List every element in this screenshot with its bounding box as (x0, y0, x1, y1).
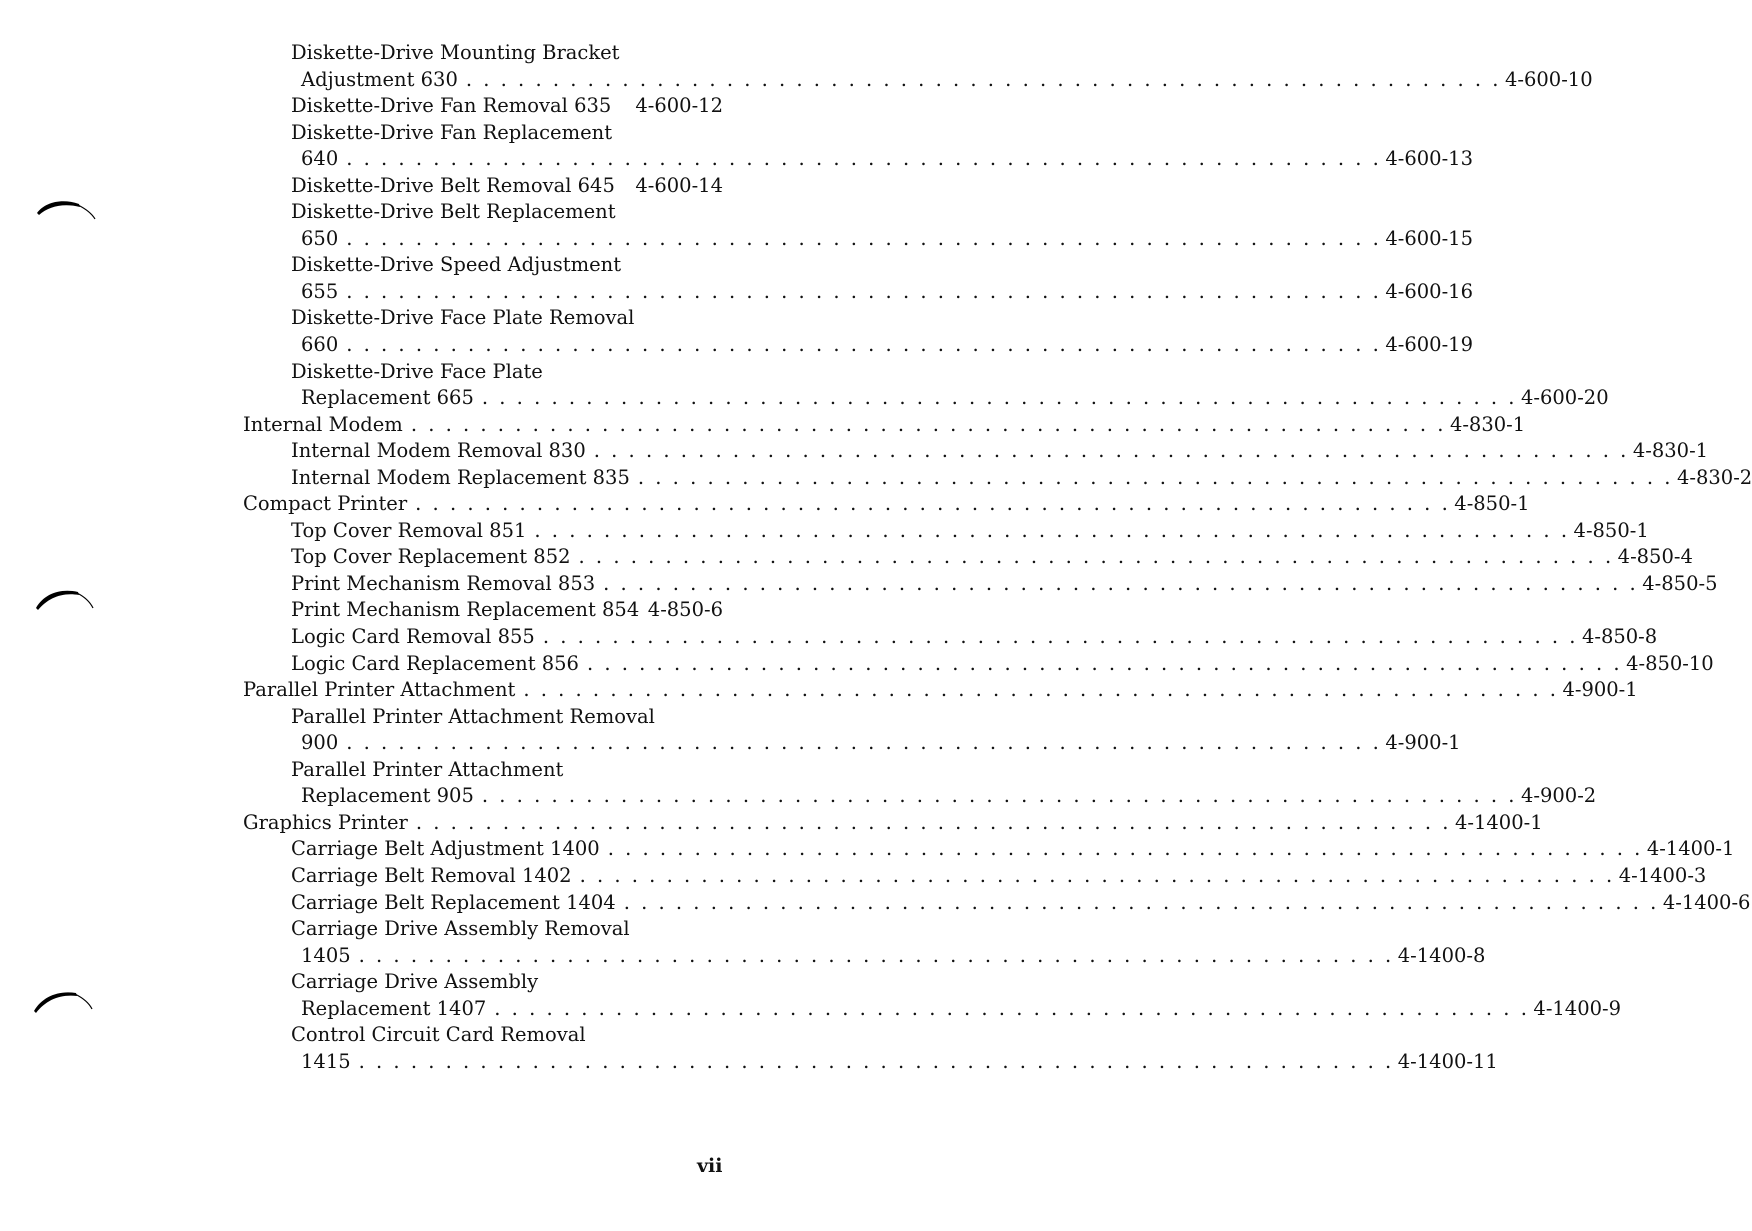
toc-entry-page: 4-900-1 (1385, 731, 1461, 755)
binder-hole-mark-icon (0, 192, 96, 232)
toc-section-entry (243, 412, 1526, 439)
toc-entry (243, 1049, 1498, 1076)
toc-entry (243, 704, 723, 731)
toc-entry-page: 4-1400-8 (1397, 943, 1486, 967)
toc-entry (243, 916, 723, 943)
toc-entry-page: 4-600-16 (1385, 279, 1473, 303)
toc-entry-title: Parallel Printer Attachment (243, 678, 516, 702)
toc-entry (243, 199, 723, 226)
dot-leader: . . . . . . . . . . . . . . . . . . . . . . . . . . . . . . . . . . . . . . . . . . . . . . . . . . . . . . . . . . . . (593, 439, 1629, 463)
toc-entry (243, 173, 723, 200)
toc-entry-title: Diskette-Drive Mounting Bracket (291, 41, 620, 64)
dot-leader: . . . . . . . . . . . . . . . . . . . . . . . . . . . . . . . . . . . . . . . . . . . . . . . . . . . . . . . . . . . . (579, 863, 1615, 887)
toc-section-entry (243, 810, 1543, 837)
toc-entry (243, 279, 1473, 306)
toc-entry-page: 4-830-1 (1632, 439, 1709, 463)
toc-entry-title: Replacement 1407 (301, 996, 487, 1020)
dot-leader: . . . . . . . . . . . . . . . . . . . . . . . . . . . . . . . . . . . . . . . . . . . . . . . . . . . . . . . . . . . . (346, 333, 1382, 357)
toc-entry-title: Parallel Printer Attachment Removal (291, 704, 655, 728)
toc-entry (243, 120, 723, 147)
toc-entry-title: 900 (301, 731, 339, 755)
toc-entry-page: 4-600-12 (635, 94, 723, 118)
dot-leader: . . . . . . . . . . . . . . . . . . . . . . . . . . . . . . . . . . . . . . . . . . . . . . . . . . . . . . . . . . . . (623, 890, 1659, 914)
toc-section-entry (243, 677, 1638, 704)
toc-entry-page: 4-850-10 (1626, 651, 1714, 675)
toc-entry-title: Diskette-Drive Belt Removal 645 (291, 173, 615, 197)
toc-entry-title: Top Cover Removal 851 (291, 518, 527, 542)
toc-entry-title: Print Mechanism Replacement 854 (291, 598, 640, 622)
toc-entry-title: Top Cover Replacement 852 (291, 545, 571, 569)
toc-section-entry (243, 491, 1530, 518)
toc-entry-title: 640 (301, 147, 339, 171)
page-number: vii (697, 1155, 723, 1177)
toc-entry-page: 4-1400-9 (1533, 996, 1622, 1020)
toc-entry (243, 969, 723, 996)
toc-entry (243, 226, 1473, 253)
dot-leader: . . . . . . . . . . . . . . . . . . . . . . . . . . . . . . . . . . . . . . . . . . . . . . . . . . . . . . . . . . . . (346, 279, 1382, 303)
toc-entry (243, 146, 1473, 173)
toc-entry-title: Graphics Printer (243, 810, 408, 834)
toc-entry-title: Diskette-Drive Fan Removal 635 (291, 94, 612, 118)
toc-entry-page: 4-600-19 (1385, 333, 1473, 357)
toc-entry (243, 40, 723, 67)
toc-entry-title: Control Circuit Card Removal (291, 1023, 586, 1047)
toc-entry (243, 544, 1693, 571)
toc-entry-page: 4-600-10 (1504, 67, 1593, 91)
toc-entry (243, 890, 1751, 917)
toc-entry (243, 465, 1752, 492)
binder-hole-mark-icon (0, 580, 96, 620)
toc-entry-page: 4-1400-6 (1662, 890, 1751, 914)
table-of-contents (243, 40, 1752, 1075)
toc-entry-title: Diskette-Drive Belt Replacement (291, 200, 616, 224)
toc-entry-page: 4-850-1 (1454, 492, 1530, 516)
toc-entry-title: Diskette-Drive Face Plate Removal (291, 306, 635, 330)
toc-entry (243, 67, 1593, 94)
toc-entry-title: Parallel Printer Attachment (291, 757, 564, 781)
dot-leader: . . . . . . . . . . . . . . . . . . . . . . . . . . . . . . . . . . . . . . . . . . . . . . . . . . . . . . . . . . . . (637, 465, 1673, 489)
toc-entry-title: Print Mechanism Removal 853 (291, 571, 596, 595)
toc-entry (243, 943, 1486, 970)
dot-leader: . . . . . . . . . . . . . . . . . . . . . . . . . . . . . . . . . . . . . . . . . . . . . . . . . . . . . . . . . . . . (603, 571, 1639, 595)
toc-entry-title: Logic Card Replacement 856 (291, 651, 579, 675)
dot-leader: . . . . . . . . . . . . . . . . . . . . . . . . . . . . . . . . . . . . . . . . . . . . . . . . . . . . . . . . . . . . (465, 67, 1501, 91)
toc-entry-title: Carriage Belt Replacement 1404 (291, 890, 616, 914)
toc-entry-title: Carriage Belt Removal 1402 (291, 863, 572, 887)
toc-entry-title: Compact Printer (243, 492, 408, 516)
toc-entry (243, 783, 1597, 810)
toc-entry (243, 571, 1718, 598)
toc-entry-title: 655 (301, 279, 339, 303)
toc-entry (243, 385, 1609, 412)
toc-entry-title: Internal Modem Removal 830 (291, 439, 586, 463)
dot-leader: . . . . . . . . . . . . . . . . . . . . . . . . . . . . . . . . . . . . . . . . . . . . . . . . . . . . . . . . . . . . (410, 412, 1446, 436)
dot-leader: . . . . . . . . . . . . . . . . . . . . . . . . . . . . . . . . . . . . . . . . . . . . . . . . . . . . . . . . . . . . (358, 1049, 1394, 1073)
toc-entry-title: 1405 (301, 943, 351, 967)
toc-entry (243, 518, 1649, 545)
toc-entry-page: 4-600-20 (1521, 386, 1609, 410)
toc-entry-title: Diskette-Drive Fan Replacement (291, 120, 613, 144)
toc-entry-page: 4-850-1 (1573, 518, 1649, 542)
toc-entry-page: 4-900-2 (1521, 784, 1597, 808)
toc-entry-title: 660 (301, 333, 339, 357)
toc-entry-title: Diskette-Drive Face Plate (291, 359, 543, 383)
toc-entry-page: 4-1400-3 (1618, 863, 1707, 887)
toc-entry (243, 836, 1735, 863)
dot-leader: . . . . . . . . . . . . . . . . . . . . . . . . . . . . . . . . . . . . . . . . . . . . . . . . . . . . . . . . . . . . (358, 943, 1394, 967)
toc-entry-page: 4-600-13 (1385, 147, 1473, 171)
toc-entry-title: Replacement 905 (301, 784, 474, 808)
dot-leader: . . . . . . . . . . . . . . . . . . . . . . . . . . . . . . . . . . . . . . . . . . . . . . . . . . . . . . . . . . . . (346, 147, 1382, 171)
toc-entry (243, 332, 1473, 359)
dot-leader: . . . . . . . . . . . . . . . . . . . . . . . . . . . . . . . . . . . . . . . . . . . . . . . . . . . . . . . . . . . . (494, 996, 1530, 1020)
toc-entry-title: 1415 (301, 1049, 351, 1073)
toc-entry (243, 597, 723, 624)
toc-entry (243, 730, 1461, 757)
toc-entry (243, 305, 723, 332)
toc-entry-page: 4-1400-1 (1646, 837, 1735, 861)
toc-entry (243, 438, 1709, 465)
toc-entry-title: Logic Card Removal 855 (291, 625, 535, 649)
dot-leader: . . . . . . . . . . . . . . . . . . . . . . . . . . . . . . . . . . . . . . . . . . . . . . . . . . . . . . . . . . . . (578, 545, 1614, 569)
dot-leader: . . . . . . . . . . . . . . . . . . . . . . . . . . . . . . . . . . . . . . . . . . . . . . . . . . . . . . . . . . . . (542, 625, 1578, 649)
toc-entry (243, 757, 723, 784)
toc-entry (243, 863, 1707, 890)
toc-entry-title: Internal Modem Replacement 835 (291, 465, 630, 489)
toc-entry-title: Adjustment 630 (301, 67, 458, 91)
toc-entry (243, 1022, 723, 1049)
dot-leader: . . . . . . . . . . . . . . . . . . . . . . . . . . . . . . . . . . . . . . . . . . . . . . . . . . . . . . . . . . . . (346, 731, 1382, 755)
toc-entry-title: Carriage Drive Assembly Removal (291, 917, 630, 941)
toc-entry-title: Replacement 665 (301, 386, 474, 410)
toc-entry (243, 996, 1622, 1023)
toc-entry-page: 4-830-2 (1677, 465, 1752, 489)
binder-hole-mark-icon (0, 981, 96, 1021)
dot-leader: . . . . . . . . . . . . . . . . . . . . . . . . . . . . . . . . . . . . . . . . . . . . . . . . . . . . . . . . . . . . (586, 651, 1623, 675)
toc-entry-page: 4-1400-11 (1397, 1049, 1498, 1073)
toc-entry-page: 4-830-1 (1449, 412, 1526, 436)
toc-entry-page: 4-850-4 (1617, 545, 1693, 569)
toc-entry (243, 93, 723, 120)
toc-entry-page: 4-600-14 (635, 173, 723, 197)
dot-leader: . . . . . . . . . . . . . . . . . . . . . . . . . . . . . . . . . . . . . . . . . . . . . . . . . . . . . . . . . . . . (415, 492, 1451, 516)
toc-entry-page: 4-1400-1 (1455, 810, 1543, 834)
toc-entry (243, 624, 1658, 651)
toc-entry (243, 651, 1714, 678)
toc-entry-page: 4-850-8 (1581, 625, 1658, 649)
toc-entry-page: 4-600-15 (1385, 226, 1473, 250)
toc-entry-page: 4-900-1 (1562, 678, 1638, 702)
dot-leader: . . . . . . . . . . . . . . . . . . . . . . . . . . . . . . . . . . . . . . . . . . . . . . . . . . . . . . . . . . . . (481, 386, 1517, 410)
dot-leader: . . . . . . . . . . . . . . . . . . . . . . . . . . . . . . . . . . . . . . . . . . . . . . . . . . . . . . . . . . . . (481, 784, 1517, 808)
dot-leader: . . . . . . . . . . . . . . . . . . . . . . . . . . . . . . . . . . . . . . . . . . . . . . . . . . . . . . . . . . . . (346, 226, 1382, 250)
dot-leader: . . . . . . . . . . . . . . . . . . . . . . . . . . . . . . . . . . . . . . . . . . . . . . . . . . . . . . . . . . . . (415, 810, 1451, 834)
toc-entry-title: Carriage Drive Assembly (291, 970, 539, 994)
toc-entry-title: Carriage Belt Adjustment 1400 (291, 837, 600, 861)
toc-entry-title: Diskette-Drive Speed Adjustment (291, 253, 622, 277)
toc-entry-page: 4-850-5 (1642, 571, 1718, 595)
dot-leader: . . . . . . . . . . . . . . . . . . . . . . . . . . . . . . . . . . . . . . . . . . . . . . . . . . . . . . . . . . . . (523, 678, 1559, 702)
toc-entry-title: 650 (301, 226, 339, 250)
toc-entry (243, 359, 723, 386)
dot-leader: . . . . . . . . . . . . . . . . . . . . . . . . . . . . . . . . . . . . . . . . . . . . . . . . . . . . . . . . . . . . (607, 837, 1643, 861)
toc-entry-page: 4-850-6 (647, 598, 723, 622)
toc-entry (243, 252, 723, 279)
dot-leader: . . . . . . . . . . . . . . . . . . . . . . . . . . . . . . . . . . . . . . . . . . . . . . . . . . . . . . . . . . . . (534, 518, 1570, 542)
toc-entry-title: Internal Modem (243, 412, 403, 436)
